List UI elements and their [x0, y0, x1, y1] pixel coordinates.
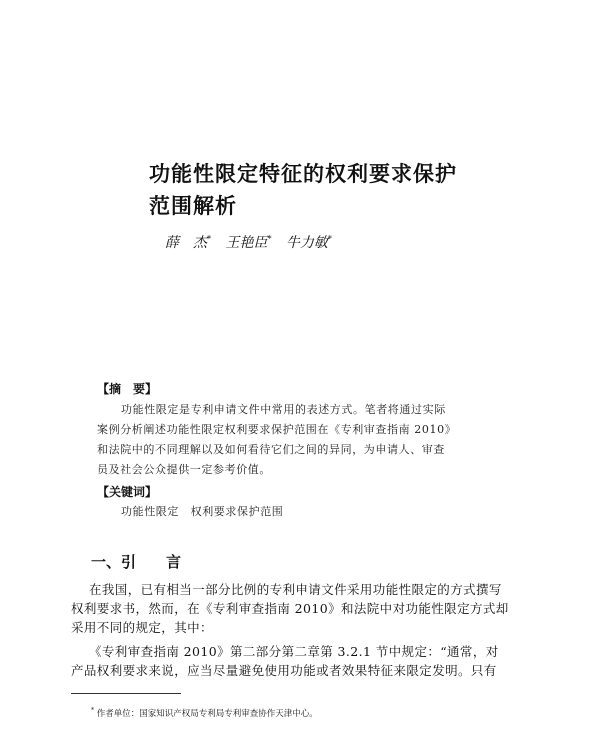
abstract-line-1: 功能性限定是专利申请文件中常用的表述方式。笔者将通过实际 [121, 403, 446, 416]
footnote-divider [71, 693, 181, 694]
author-1-name: 薛 杰 [165, 235, 207, 251]
body-line-4: 《专利审查指南 2010》第二部分第二章第 3.2.1 节中规定：“通常，对 [89, 644, 499, 659]
body-line-5: 产品权利要求来说，应当尽量避免使用功能或者效果特征来限定发明。只有 [71, 663, 497, 678]
article-title-line-1: 功能性限定特征的权利要求保护 [149, 162, 457, 186]
keywords-label: 【关键词】 [97, 485, 158, 499]
author-2-mark: * [267, 234, 272, 244]
keywords-text: 功能性限定 权利要求保护范围 [121, 505, 284, 518]
abstract-label: 【摘 要】 [97, 382, 158, 396]
author-list [165, 232, 342, 252]
body-line-1: 在我国，已有相当一部分比例的专利申请文件采用功能性限定的方式撰写 [89, 582, 502, 597]
section-heading: 一、引 言 [91, 553, 182, 571]
body-line-3: 采用不同的规定，其中： [71, 620, 213, 635]
article-title-line-2: 范围解析 [149, 194, 237, 218]
author-2-name: 王艳臣 [225, 235, 268, 251]
author-2 [225, 235, 271, 251]
author-3-mark: * [327, 234, 332, 244]
footnote [91, 707, 318, 719]
footnote-text: 作者单位：国家知识产权局专利局专利审查协作天津中心。 [96, 709, 318, 719]
body-line-2: 权利要求书，然而，在《专利审查指南 2010》和法院中对功能性限定方式却 [71, 601, 509, 616]
abstract-line-2: 案例分析阐述功能性限定权利要求保护范围在《专利审查指南 2010》 [97, 423, 457, 436]
abstract-line-4: 员及社会公众提供一定参考价值。 [97, 463, 271, 476]
author-1 [165, 235, 211, 251]
abstract-line-3: 和法院中的不同理解以及如何看待它们之间的异同，为申请人、审查 [97, 443, 445, 456]
author-3-name: 牛力敏 [285, 235, 328, 251]
author-1-mark: * [207, 234, 211, 244]
author-3 [286, 235, 332, 251]
footnote-mark: * [91, 707, 94, 715]
